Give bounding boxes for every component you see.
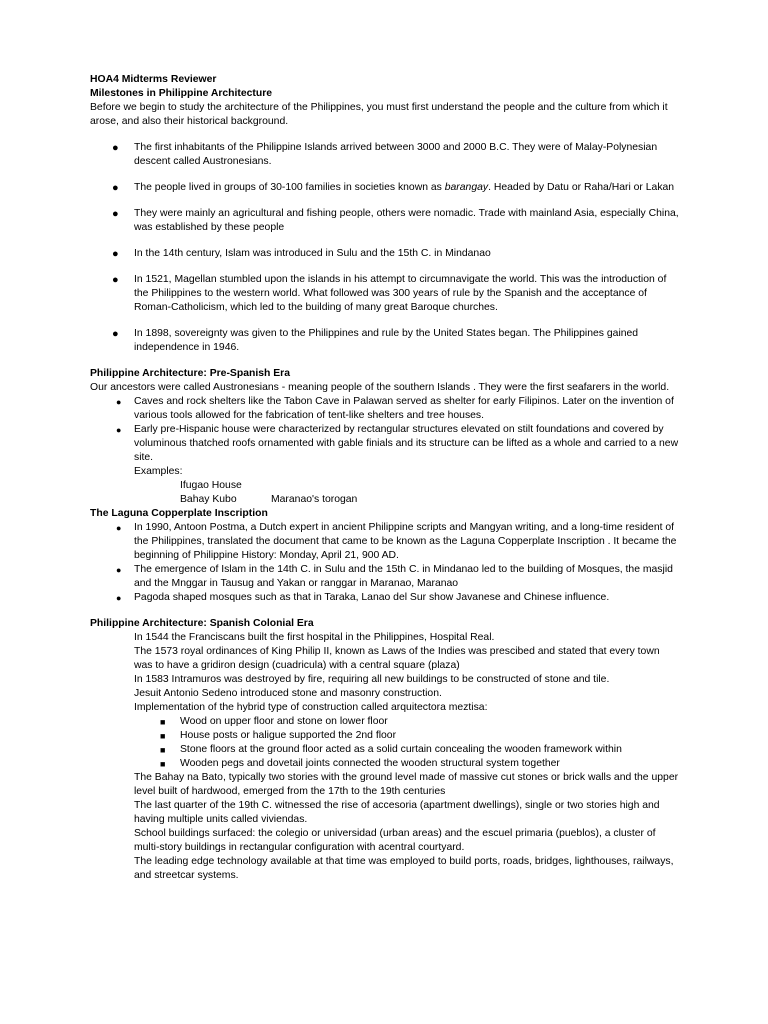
square-bullet-icon: ■ <box>160 759 166 769</box>
document-page <box>90 73 680 883</box>
bullet-icon: ● <box>112 248 119 260</box>
example-torogan: Maranao's torogan <box>271 494 358 505</box>
bullet-icon: ● <box>116 523 122 533</box>
list-item: ● The first inhabitants of the Philippine Islands arrived between 3000 and 2000 B.C. They were of Malay-Polynesian descent called Austronesians. <box>112 142 658 167</box>
bullet-icon: ● <box>112 182 119 194</box>
intro-paragraph: Before we begin to study the architecture of the Philippines, you must first understand the people and the culture from which it arose, and also their historical background. <box>90 102 668 127</box>
list-item: The leading edge technology available at that time was employed to build ports, roads, bridges, lighthouses, railways, and streetcar systems. <box>134 856 674 881</box>
bullet-icon: ● <box>116 565 122 575</box>
list-item: ● In 1990, Antoon Postma, a Dutch expert in ancient Philippine scripts and Mangyan writing, and a long-time resident of the Philippines, translated the document that came to be known as the Laguna Copperplate Inscription . It became the beginning of Philippine History: Monday, April 21, 900 AD. <box>116 522 677 561</box>
list-item: The Bahay na Bato, typically two stories with the ground level made of massive cut stones or brick walls and the upper level built of hardwood, emerged from the 17th to the 19th centuries <box>134 772 679 797</box>
bullet-icon: ● <box>112 274 119 286</box>
examples-row <box>90 493 680 507</box>
square-bullet-icon: ■ <box>160 745 166 755</box>
list-item: ■ Wooden pegs and dovetail joints connected the wooden structural system together <box>160 758 560 769</box>
list-item: ■ House posts or haligue supported the 2nd floor <box>160 730 397 741</box>
construction-sublist <box>90 715 680 771</box>
example-ifugao: Ifugao House <box>180 480 242 491</box>
bullet-icon: ● <box>112 208 119 220</box>
list-item: The last quarter of the 19th C. witnessed the rise of accesoria (apartment dwellings), single or two stories high and having multiple units called viviendas. <box>134 800 660 825</box>
spanish-list-b <box>90 771 680 883</box>
list-item: ● In the 14th century, Islam was introduced in Sulu and the 15th C. in Mindanao <box>112 248 491 260</box>
laguna-list <box>90 521 680 605</box>
bullet-icon: ● <box>116 593 122 603</box>
list-item: School buildings surfaced: the colegio or universidad (urban areas) and the escuel primaria (pueblos), a cluster of multi-story buildings in rectangular configuration with acentral courtyard. <box>134 828 656 853</box>
list-item: Jesuit Antonio Sedeno introduced stone and masonry construction. <box>134 688 442 699</box>
list-item: ■ Wood on upper floor and stone on lower floor <box>160 716 388 727</box>
list-item: ● The people lived in groups of 30-100 families in societies known as barangay. Headed by Datu or Raha/Hari or Lakan <box>112 182 675 194</box>
bullet-icon: ● <box>116 397 122 407</box>
square-bullet-icon: ■ <box>160 717 166 727</box>
milestones-list <box>90 141 680 355</box>
pre-spanish-heading: Philippine Architecture: Pre-Spanish Era <box>90 368 290 379</box>
list-item: Implementation of the hybrid type of construction called arquitectora meztisa: <box>134 702 488 713</box>
list-item: ● Early pre-Hispanic house were characterized by rectangular structures elevated on stilt foundations and covered by voluminous thatched roofs ornamented with gable finials and its structure can be lifted as a whole and carried to a new site. <box>116 424 679 463</box>
list-item: ● In 1898, sovereignty was given to the Philippines and rule by the United States began. The Philippines gained independence in 1946. <box>112 328 639 353</box>
list-item: ● The emergence of Islam in the 14th C. in Sulu and the 15th C. in Mindanao led to the building of Mosques, the masjid and the Mnggar in Tausug and Yakan or ranggar in Maranao, Maranao <box>116 564 673 589</box>
pre-spanish-list <box>90 395 680 465</box>
document-subtitle: Milestones in Philippine Architecture <box>90 88 273 99</box>
laguna-heading: The Laguna Copperplate Inscription <box>90 508 268 519</box>
spanish-list-a <box>90 631 680 715</box>
spanish-heading: Philippine Architecture: Spanish Colonial Era <box>90 618 314 629</box>
document-title: HOA4 Midterms Reviewer <box>90 74 217 85</box>
list-item: ● In 1521, Magellan stumbled upon the islands in his attempt to circumnavigate the world. This was the introduction of the Philippines to the western world. What followed was 300 years of rule by the Spanish and the acceptance of Roman-Catholicism, which led to the building of many great Baroque churches. <box>112 274 667 313</box>
list-item: ■ Stone floors at the ground floor acted as a solid curtain concealing the wooden framework within <box>160 744 622 755</box>
pre-spanish-intro: Our ancestors were called Austronesians - meaning people of the southern Islands . They were the first seafarers in the world. <box>90 382 670 393</box>
example-bahay-kubo: Bahay Kubo <box>180 494 237 505</box>
bullet-icon: ● <box>112 328 119 340</box>
examples-label: Examples: <box>134 466 183 477</box>
bullet-icon: ● <box>112 142 119 154</box>
list-item: ● Pagoda shaped mosques such as that in Taraka, Lanao del Sur show Javanese and Chinese influence. <box>116 592 610 603</box>
list-item: ● They were mainly an agricultural and fishing people, others were nomadic. Trade with mainland Asia, especially China, was established by these people <box>112 208 679 233</box>
list-item: In 1544 the Franciscans built the first hospital in the Philippines, Hospital Real. <box>134 632 495 643</box>
list-item: ● Caves and rock shelters like the Tabon Cave in Palawan served as shelter for early Filipinos. Later on the invention of various tools allowed for the fabrication of tent-like shelters and tree houses. <box>116 396 674 421</box>
list-item: In 1583 Intramuros was destroyed by fire, requiring all new buildings to be constructed of stone and tile. <box>134 674 610 685</box>
square-bullet-icon: ■ <box>160 731 166 741</box>
list-item: The 1573 royal ordinances of King Philip II, known as Laws of the Indies was prescibed and stated that every town was to have a gridiron design (cuadricula) with a central square (plaza) <box>134 646 660 671</box>
bullet-icon: ● <box>116 425 122 435</box>
